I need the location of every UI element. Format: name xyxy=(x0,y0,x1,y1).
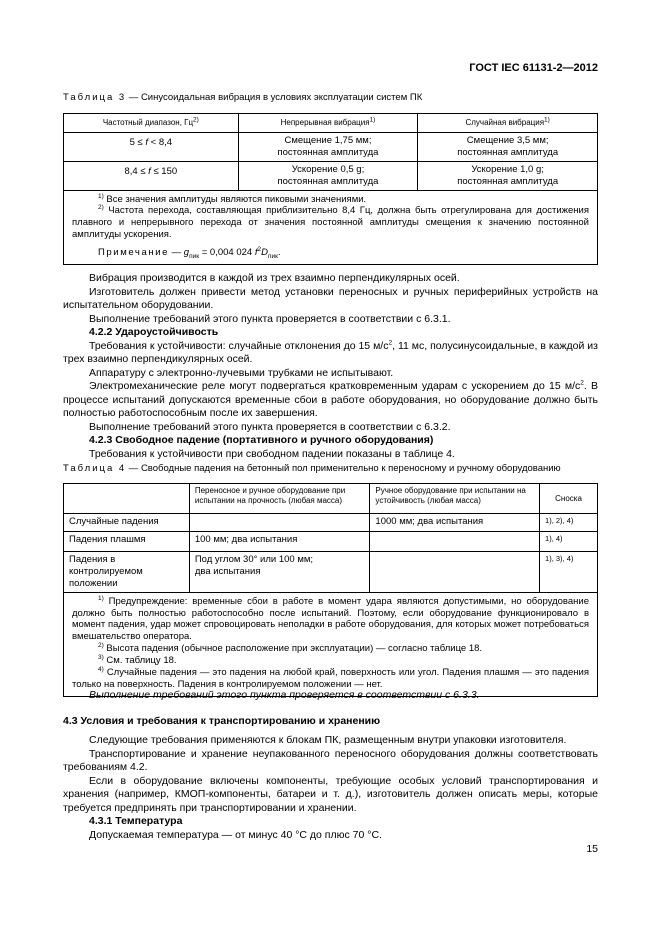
table4-ref-cell: 1), 2), 4) xyxy=(540,514,598,532)
table-row xyxy=(64,514,598,532)
table3-header-cell: Случайная вибрация$^{1)}$ xyxy=(418,114,598,133)
table4 xyxy=(63,483,598,697)
body-section-1 xyxy=(63,272,598,461)
table4-header-cell: Ручное оборудование при испытании на устойчивость (любая масса) xyxy=(370,484,540,514)
section-heading: 4.2.2 Удароустойчивость xyxy=(89,326,219,338)
table4-cell: 100 мм; два испытания xyxy=(189,532,370,552)
table-row xyxy=(64,133,598,162)
table3-cont-cell: Ускорение 0,5 g; постоянная амплитуда xyxy=(238,161,418,190)
table3-note: $^{2)}$ Частота перехода, составляющая приблизительно 8,4 Гц, должна быть отрегулирована для достижения плавного и непрерывного перехода от значения постоянной амплитуды смещения к значению постоянной амплитуды ускорения. xyxy=(72,204,589,241)
table-row xyxy=(64,161,598,190)
table3-notes-row xyxy=(64,190,598,264)
table3-note: $^{1)}$ Все значения амплитуды являются пиковыми значениями. xyxy=(98,192,367,205)
table-row xyxy=(64,532,598,552)
paragraph: Выполнение требований этого пункта проверяется в соответствии с 6.3.1. xyxy=(89,312,451,325)
section-heading: 4.3 Условия и требования к транспортированию и хранению xyxy=(63,714,381,727)
document-header: ГОСТ IEC 61131-2—2012 xyxy=(469,62,598,74)
paragraph: Допускаемая температура — от минус 40 °С до плюс 70 °С. xyxy=(89,828,382,841)
table4-cell xyxy=(370,532,540,552)
paragraph: Выполнение требований этого пункта проверяется в соответствии с 6.3.2. xyxy=(89,420,451,433)
table4-row-name: Падения в контролируемом положении xyxy=(64,552,190,593)
table3-cont-cell: Смещение 1,75 мм; постоянная амплитуда xyxy=(238,133,418,162)
table4-notes-row xyxy=(64,592,598,696)
section-heading: 4.2.3 Свободное падение (портативного и ручного оборудования) xyxy=(89,434,434,446)
table3-header-cell: Непрерывная вибрация$^{1)}$ xyxy=(238,114,418,133)
table4-caption xyxy=(63,463,561,475)
table4-header-cell: Переносное и ручное оборудование при испытании на прочность (любая масса) xyxy=(189,484,370,514)
paragraph: Вибрация производится в каждой из трех взаимно перпендикулярных осей. xyxy=(89,272,460,284)
table4-note: $^{3)}$ См. таблицу 18. xyxy=(98,653,177,666)
paragraph: Следующие требования применяются к блокам ПК, размещенным внутри упаковки изготовителя. xyxy=(89,734,567,746)
table3-range-cell: 5 ≤ f < 8,4 xyxy=(64,133,239,162)
table3-rand-cell: Смещение 3,5 мм; постоянная амплитуда xyxy=(418,133,598,162)
section-heading: 4.3.1 Температура xyxy=(89,815,183,827)
table4-row-name: Случайные падения xyxy=(64,514,190,532)
paragraph: Электромеханические реле могут подвергаться кратковременным ударам с ускорением до 15 $м/с^2$. В процессе испытаний допускаются временные сбои в работе оборудования, но оборудование должно быть полностью работоспособным после их завершения. xyxy=(63,379,598,419)
table4-cell: 1000 мм; два испытания xyxy=(370,514,540,532)
paragraph: Аппаратуру с электронно-лучевыми трубками не испытывают. xyxy=(89,366,394,379)
table3-label: Таблица 3 xyxy=(63,92,127,103)
table4-header-cell: Сноска xyxy=(540,484,598,514)
paragraph: Если в оборудование включены компоненты, требующие особых условий транспортирования и хранения (например, КМОП-компоненты, батареи и т. д.), изготовитель должен описать меры, которые требуется предпринять при транспортировании и хранении. xyxy=(63,774,598,814)
page-number: 15 xyxy=(586,843,598,855)
table3-caption-text: — Синусоидальная вибрация в условиях эксплуатации систем ПК xyxy=(126,92,423,103)
table3-rand-cell: Ускорение 1,0 g; постоянная амплитуда xyxy=(418,161,598,190)
table4-ref-cell: 1), 4) xyxy=(540,532,598,552)
paragraph: Требования к устойчивости при свободном падении показаны в таблице 4. xyxy=(89,447,455,460)
table4-note: $^{4)}$ Случайные падения — это падения на любой край, поверхность или угол. Падения плашмя — это падения только на поверхность. Падения в контролируемом положении — нет. xyxy=(72,665,589,690)
paragraph: Требования к устойчивости: случайные отклонения до 15 $м/с^2$, 11 мс, полусинусоидальные, в каждой из трех взаимно перпендикулярных осей. xyxy=(63,339,598,365)
table4-label: Таблица 4 xyxy=(63,463,127,474)
table3 xyxy=(63,113,598,265)
table4-caption-text: — Свободные падения на бетонный пол применительно к переносному и ручному оборудованию xyxy=(126,463,561,474)
table4-cell xyxy=(370,552,540,593)
table3-range-cell: 8,4 ≤ f ≤ 150 xyxy=(64,161,239,190)
table3-header-cell: Частотный диапазон, $Гц^{2)}$ xyxy=(64,114,239,133)
table3-caption xyxy=(63,92,422,104)
paragraph: Транспортирование и хранение неупакованного переносного оборудования должны соответствовать требованиям 4.2. xyxy=(63,747,598,773)
table3-notes xyxy=(64,190,598,264)
table4-cell xyxy=(189,514,370,532)
table4-ref-cell: 1), 3), 4) xyxy=(540,552,598,593)
table4-note: $^{2)}$ Высота падения (обычное расположение при эксплуатации) — согласно таблице 18. xyxy=(98,641,483,655)
table4-header-cell xyxy=(64,484,190,514)
table4-note: $^{1)}$ Предупреждение: временные сбои в работе в момент удара являются допустимыми, но оборудование должно быть полностью работоспособно после испытаний. Поэтому, если оборудование функционировало в момент падения, удар может спровоцировать неполадки в работе оборудования, для которых может потребоваться вмешательство оператора. xyxy=(72,594,589,643)
table4-row-name: Падения плашмя xyxy=(64,532,190,552)
table4-cell: Под углом 30° или 100 мм; два испытания xyxy=(189,552,370,593)
paragraph: Изготовитель должен привести метод установки переносных и ручных периферийных устройств на испытательном оборудовании. xyxy=(63,285,598,311)
table3-formula: Примечание — $g_{пик} = 0,004$ 024 $f^2D_{пик}$. xyxy=(98,245,281,260)
paragraph: Выполнение требований этого пункта проверяется в соответствии с 6.3.3. xyxy=(89,689,480,701)
table3-header-row xyxy=(64,114,598,133)
table-row xyxy=(64,552,598,593)
table4-notes xyxy=(64,592,598,696)
body-section-2 xyxy=(63,689,598,842)
table4-header-row xyxy=(64,484,598,514)
